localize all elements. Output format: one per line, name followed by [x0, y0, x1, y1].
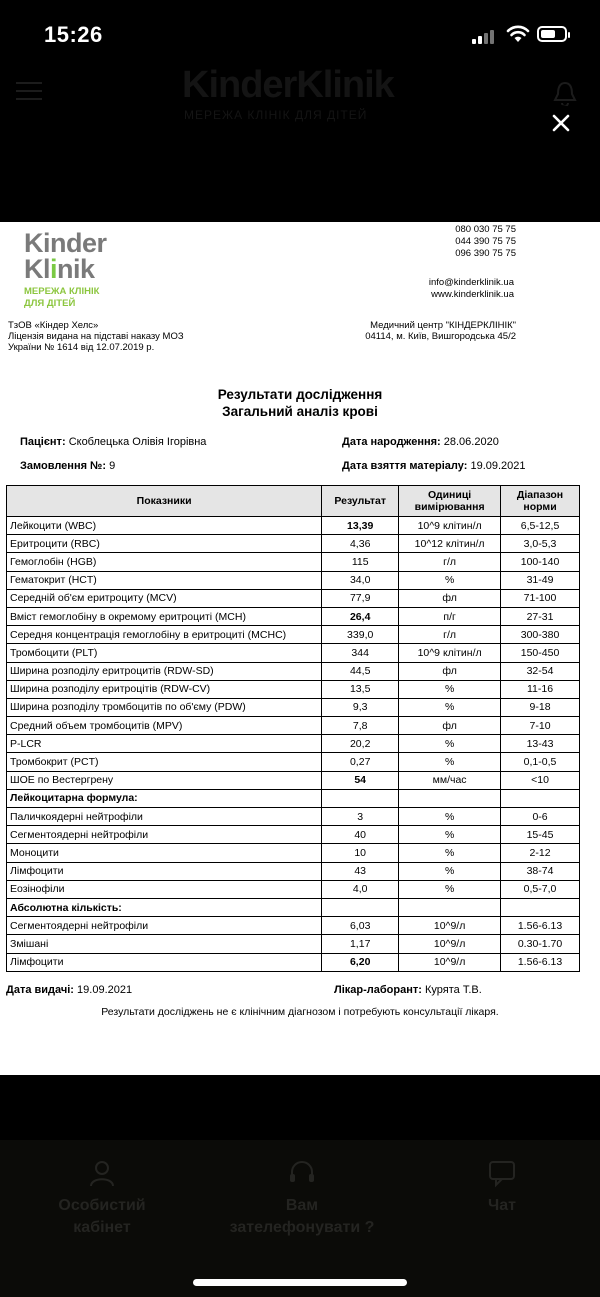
cell-result: 6,03 — [322, 917, 399, 935]
cell-unit: г/л — [399, 553, 501, 571]
cell-result: 44,5 — [322, 662, 399, 680]
table-row — [7, 626, 580, 644]
table-row — [7, 753, 580, 771]
cell-result: 54 — [322, 771, 399, 789]
status-bar — [0, 0, 600, 70]
lab-result-document — [0, 222, 600, 1075]
cell-result: 1,17 — [322, 935, 399, 953]
cell-name: Сегментоядерні нейтрофіли — [7, 917, 322, 935]
cell-range: 0.30-1.70 — [501, 935, 580, 953]
cell-range: 15-45 — [501, 826, 580, 844]
patient: Пацієнт: Скоблецька Олівія Ігорівна — [20, 436, 207, 448]
close-icon — [543, 105, 579, 141]
cell-name: Ширина розподілу еритроцитів (RDW-SD) — [7, 662, 322, 680]
chat-icon — [487, 1158, 517, 1188]
cell-name: Сегментоядерні нейтрофіли — [7, 826, 322, 844]
cell-unit: фл — [399, 662, 501, 680]
cell-range: 38-74 — [501, 862, 580, 880]
cell-range: 27-31 — [501, 607, 580, 625]
tab-chat[interactable]: Чат — [422, 1158, 582, 1217]
table-row — [7, 935, 580, 953]
doc-subtitle: Загальний аналіз крові — [222, 404, 378, 419]
cell-range: 2-12 — [501, 844, 580, 862]
cell-name: Ширина розподілу еритроцітів (RDW-CV) — [7, 680, 322, 698]
cell-result: 43 — [322, 862, 399, 880]
cell-name: P-LCR — [7, 735, 322, 753]
cell-result: 4,36 — [322, 535, 399, 553]
cell-name: Середня концентрація гемоглобіну в еритроциті (MCHC) — [7, 626, 322, 644]
cell-unit: % — [399, 571, 501, 589]
section-label: Абсолютна кількість: — [7, 898, 322, 916]
doc-title: Результати дослідження — [217, 387, 383, 402]
cell-name: Тромбокрит (PCT) — [7, 753, 322, 771]
cell-range: 32-54 — [501, 662, 580, 680]
table-row — [7, 862, 580, 880]
logo-sub1: МЕРЕЖА КЛІНІК — [24, 286, 100, 297]
table-row — [7, 735, 580, 753]
cell-unit: % — [399, 862, 501, 880]
cell-range: 0,5-7,0 — [501, 880, 580, 898]
table-row — [7, 680, 580, 698]
table-section-row — [7, 898, 580, 916]
order-number: Замовлення №: 9 — [20, 460, 116, 472]
cell-range: 100-140 — [501, 553, 580, 571]
tab-personal-cabinet[interactable]: Особистий кабінет — [22, 1158, 182, 1239]
empty-cell — [399, 898, 501, 916]
cell-unit: 10^9/л — [399, 917, 501, 935]
logo-line1: Kinder — [24, 228, 107, 258]
phone: 044 390 75 75 — [455, 236, 516, 247]
cell-name: Лімфоцити — [7, 953, 322, 971]
table-row — [7, 880, 580, 898]
cell-unit: % — [399, 753, 501, 771]
table-row — [7, 517, 580, 535]
table-row — [7, 589, 580, 607]
empty-cell — [322, 898, 399, 916]
cell-name: Паличкоядерні нейтрофіли — [7, 808, 322, 826]
table-row — [7, 953, 580, 971]
phones — [455, 224, 516, 260]
cell-unit: % — [399, 826, 501, 844]
table-row — [7, 917, 580, 935]
cell-name: Ширина розподілу тромбоцитів по об'єму (PDW) — [7, 698, 322, 716]
cell-result: 7,8 — [322, 717, 399, 735]
cell-unit: % — [399, 698, 501, 716]
cell-unit: фл — [399, 589, 501, 607]
cell-result: 34,0 — [322, 571, 399, 589]
disclaimer-note: Результати досліджень не є клінічним діагнозом і потребують консультації лікаря. — [101, 1006, 499, 1018]
org-info-right: Медичний центр "КІНДЕРКЛІНІК" 04114, м. Київ, Вишгородська 45/2 — [365, 320, 516, 342]
birth-date: Дата народження: 28.06.2020 — [342, 436, 499, 448]
website: www.kinderklinik.ua — [431, 289, 514, 300]
cell-range: <10 — [501, 771, 580, 789]
table-row — [7, 553, 580, 571]
contacts — [429, 277, 514, 301]
cell-result: 3 — [322, 808, 399, 826]
table-row — [7, 571, 580, 589]
lab-doctor: Лікар-лаборант: Курята Т.В. — [334, 984, 482, 996]
cell-name: Змішані — [7, 935, 322, 953]
empty-cell — [501, 789, 580, 807]
section-label: Лейкоцитарна формула: — [7, 789, 322, 807]
cell-range: 11-16 — [501, 680, 580, 698]
table-row — [7, 844, 580, 862]
cell-name: Гемоглобін (HGB) — [7, 553, 322, 571]
cell-result: 13,5 — [322, 680, 399, 698]
cell-range: 13-43 — [501, 735, 580, 753]
cell-unit: 10^9/л — [399, 935, 501, 953]
cell-result: 77,9 — [322, 589, 399, 607]
cell-unit: % — [399, 680, 501, 698]
empty-cell — [322, 789, 399, 807]
phone: 096 390 75 75 — [455, 248, 516, 259]
cell-result: 10 — [322, 844, 399, 862]
results-table — [6, 485, 580, 972]
table-header — [7, 486, 580, 517]
cell-range: 150-450 — [501, 644, 580, 662]
cell-result: 339,0 — [322, 626, 399, 644]
cell-name: Тромбоцити (PLT) — [7, 644, 322, 662]
close-button[interactable] — [543, 105, 579, 141]
table-row — [7, 808, 580, 826]
cell-name: Середній об'єм еритроциту (MCV) — [7, 589, 322, 607]
home-indicator[interactable] — [193, 1279, 407, 1286]
tab-callback[interactable]: Вам зателефонувати ? — [222, 1158, 382, 1239]
org-info-left: ТзОВ «Кіндер Хелс» Ліцензія видана на підставі наказу МОЗ України № 1614 від 12.07.2019 р. — [8, 320, 184, 353]
cell-unit: % — [399, 808, 501, 826]
cell-result: 9,3 — [322, 698, 399, 716]
cell-unit: % — [399, 880, 501, 898]
cell-unit: п/г — [399, 607, 501, 625]
col-header: Показники — [7, 486, 322, 517]
cell-range: 1.56-6.13 — [501, 917, 580, 935]
headset-icon — [287, 1158, 317, 1188]
cell-unit: 10^9 клітин/л — [399, 517, 501, 535]
empty-cell — [399, 789, 501, 807]
table-row — [7, 771, 580, 789]
menu-icon[interactable] — [16, 82, 42, 100]
cell-range: 71-100 — [501, 589, 580, 607]
cell-name: Вміст гемоглобіну в окремому еритроциті (MCH) — [7, 607, 322, 625]
cell-name: Лейкоцити (WBC) — [7, 517, 322, 535]
cell-result: 20,2 — [322, 735, 399, 753]
phone: 080 030 75 75 — [455, 224, 516, 235]
cell-result: 40 — [322, 826, 399, 844]
table-row — [7, 717, 580, 735]
cell-unit: г/л — [399, 626, 501, 644]
cell-name: Средний объем тромбоцитів (MPV) — [7, 717, 322, 735]
bell-icon[interactable] — [552, 80, 578, 108]
kinderklinik-logo — [24, 230, 107, 310]
cell-unit: фл — [399, 717, 501, 735]
cell-name: Еозінофіли — [7, 880, 322, 898]
cell-range: 300-380 — [501, 626, 580, 644]
cell-range: 3,0-5,3 — [501, 535, 580, 553]
table-row — [7, 698, 580, 716]
table-section-row — [7, 789, 580, 807]
bottom-tab-bar — [0, 1140, 600, 1297]
cell-range: 7-10 — [501, 717, 580, 735]
app-brand-subtitle: МЕРЕЖА КЛІНІК ДЛЯ ДІТЕЙ — [184, 108, 368, 122]
app-brand: KinderKlinik — [182, 64, 394, 106]
logo-sub2: ДЛЯ ДІТЕЙ — [24, 298, 76, 309]
empty-cell — [501, 898, 580, 916]
sample-date: Дата взяття матеріалу: 19.09.2021 — [342, 460, 526, 472]
cell-unit: мм/час — [399, 771, 501, 789]
cell-name: ШОЕ по Вестергрену — [7, 771, 322, 789]
cell-result: 4,0 — [322, 880, 399, 898]
col-header: Діапазон норми — [501, 486, 580, 517]
col-header: Результат — [322, 486, 399, 517]
cell-name: Гематокрит (HCT) — [7, 571, 322, 589]
issue-date: Дата видачі: 19.09.2021 — [6, 984, 133, 996]
cell-range: 9-18 — [501, 698, 580, 716]
cell-unit: % — [399, 735, 501, 753]
cell-name: Моноцити — [7, 844, 322, 862]
battery-icon — [537, 26, 567, 42]
user-icon — [87, 1158, 117, 1188]
email: info@kinderklinik.ua — [428, 277, 514, 288]
cell-range: 1.56-6.13 — [501, 953, 580, 971]
wifi-icon — [506, 24, 530, 44]
cell-unit: 10^9/л — [399, 953, 501, 971]
cell-result: 6,20 — [322, 953, 399, 971]
table-row — [7, 607, 580, 625]
table-row — [7, 826, 580, 844]
cell-result: 26,4 — [322, 607, 399, 625]
cell-result: 344 — [322, 644, 399, 662]
logo-line2: Klinik — [24, 254, 95, 284]
cell-range: 0,1-0,5 — [501, 753, 580, 771]
cell-range: 0-6 — [501, 808, 580, 826]
cell-result: 115 — [322, 553, 399, 571]
cell-name: Еритроцити (RBC) — [7, 535, 322, 553]
table-row — [7, 662, 580, 680]
app-header — [0, 62, 600, 122]
table-row — [7, 535, 580, 553]
col-header: Одиниці вимірювання — [399, 486, 501, 517]
status-time: 15:26 — [44, 22, 103, 47]
table-row — [7, 644, 580, 662]
cellular-signal-icon — [472, 28, 498, 44]
cell-result: 13,39 — [322, 517, 399, 535]
cell-result: 0,27 — [322, 753, 399, 771]
cell-unit: % — [399, 844, 501, 862]
cell-name: Лімфоцити — [7, 862, 322, 880]
cell-unit: 10^12 клітин/л — [399, 535, 501, 553]
cell-unit: 10^9 клітин/л — [399, 644, 501, 662]
cell-range: 31-49 — [501, 571, 580, 589]
cell-range: 6,5-12,5 — [501, 517, 580, 535]
